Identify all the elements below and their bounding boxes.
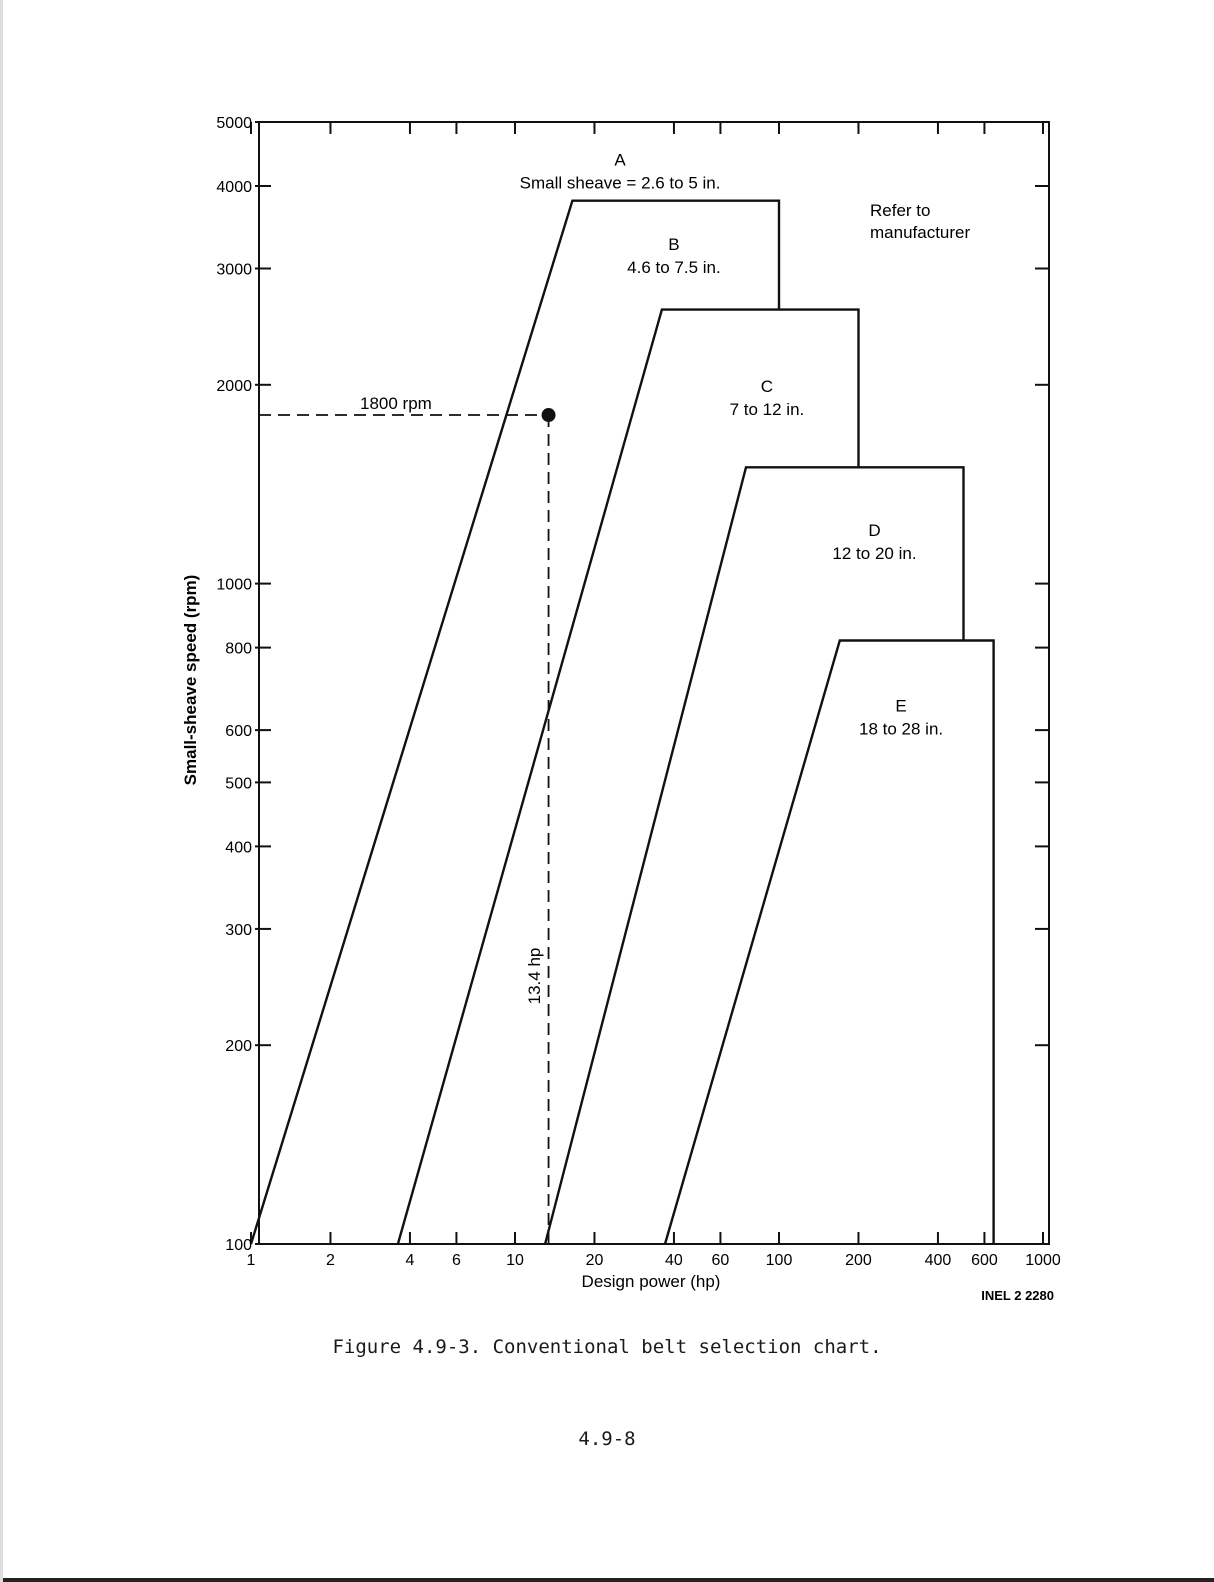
- y-axis-label: Small-sheave speed (rpm): [181, 574, 200, 786]
- scan-edge-bottom: [0, 1578, 1214, 1582]
- region-size-E: 18 to 28 in.: [859, 719, 944, 739]
- x-tick-label: 6: [451, 1252, 461, 1269]
- y-tick-label: 500: [225, 775, 252, 793]
- y-tick-label: 800: [225, 640, 252, 658]
- y-tick-label: 400: [225, 839, 252, 857]
- annotation-manufacturer: manufacturer: [870, 223, 971, 242]
- annotation-13-4hp: 13.4 hp: [525, 947, 544, 1005]
- y-tick-label: 200: [225, 1038, 252, 1056]
- region-letter-D: D: [868, 521, 881, 541]
- region-letter-A: A: [614, 150, 626, 170]
- x-tick-label: 10: [506, 1252, 524, 1269]
- x-tick-label: 60: [711, 1252, 730, 1269]
- y-tick-label: 600: [225, 723, 252, 741]
- x-tick-label: 20: [585, 1252, 604, 1269]
- x-axis-ticks: [247, 122, 1061, 1269]
- boundary-D: [665, 641, 994, 1245]
- page-number: 4.9-8: [578, 1428, 636, 1450]
- figure-caption: Figure 4.9-3. Conventional belt selection chart.: [332, 1336, 882, 1358]
- plot-frame: [259, 122, 1049, 1244]
- x-axis-label: Design power (hp): [581, 1272, 721, 1291]
- scan-edge-left: [0, 0, 3, 1582]
- region-size-C: 7 to 12 in.: [729, 400, 805, 420]
- y-tick-label: 2000: [216, 377, 252, 395]
- boundary-C: [545, 467, 963, 1244]
- region-size-A: Small sheave = 2.6 to 5 in.: [519, 173, 721, 193]
- x-tick-label: 400: [924, 1252, 952, 1269]
- x-tick-label: 100: [765, 1252, 793, 1269]
- region-size-B: 4.6 to 7.5 in.: [627, 257, 721, 277]
- y-tick-label: 1000: [216, 576, 252, 594]
- region-letter-C: C: [760, 377, 774, 397]
- y-tick-label: 4000: [216, 178, 252, 196]
- example-guides: [259, 408, 556, 1244]
- x-tick-label: 1: [246, 1252, 256, 1269]
- y-axis-ticks: [216, 115, 1049, 1254]
- region-letter-B: B: [668, 234, 680, 254]
- y-tick-label: 5000: [216, 115, 252, 132]
- annotation-1800rpm: 1800 rpm: [360, 394, 432, 413]
- example-point: [542, 408, 556, 422]
- boundary-B: [398, 310, 859, 1244]
- x-tick-label: 4: [405, 1252, 415, 1269]
- boundary-A: [251, 201, 779, 1244]
- y-tick-label: 3000: [216, 261, 252, 279]
- region-letter-E: E: [895, 696, 907, 716]
- figure-id-code: INEL 2 2280: [981, 1288, 1054, 1303]
- x-tick-label: 2: [326, 1252, 335, 1269]
- annotation-refer: Refer to: [870, 201, 931, 220]
- y-tick-label: 100: [225, 1237, 252, 1254]
- x-tick-label: 1000: [1025, 1252, 1061, 1269]
- x-tick-label: 600: [971, 1252, 998, 1269]
- y-tick-label: 300: [225, 921, 252, 939]
- region-size-D: 12 to 20 in.: [832, 544, 917, 564]
- x-tick-label: 40: [665, 1252, 683, 1269]
- x-tick-label: 200: [845, 1252, 872, 1269]
